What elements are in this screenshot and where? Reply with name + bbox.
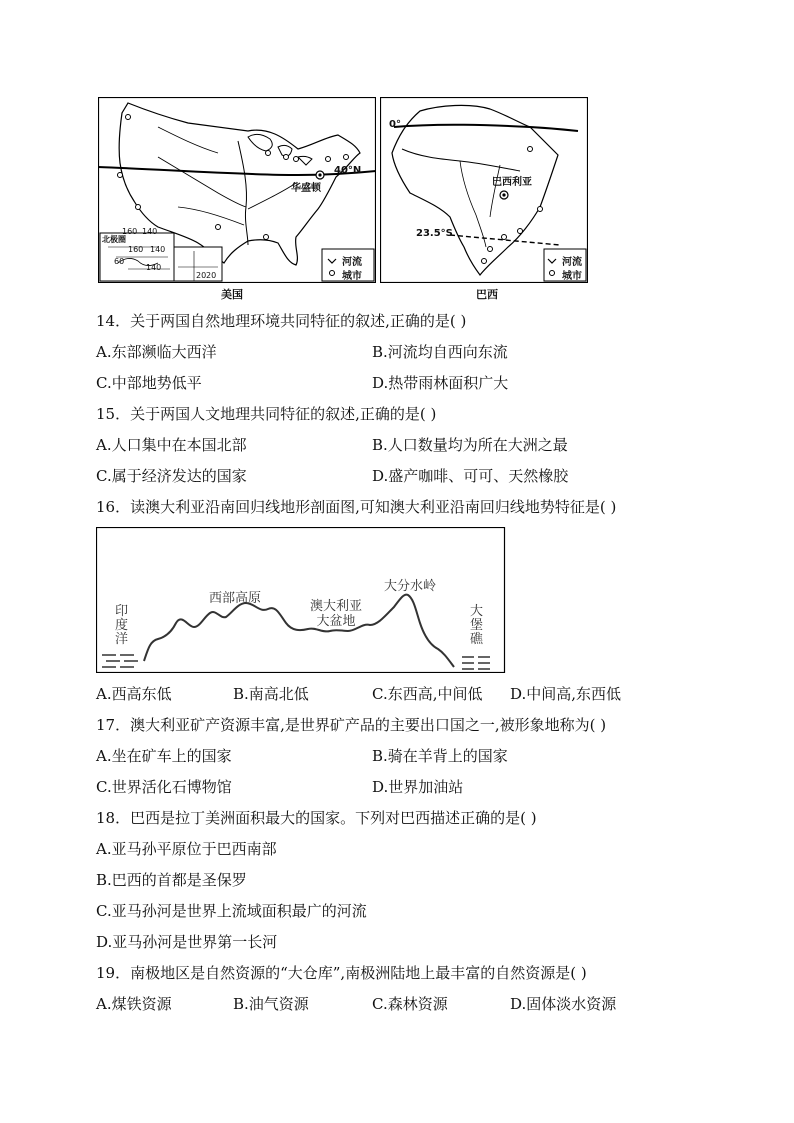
- q18-option-b: B.巴西的首都是圣保罗: [96, 871, 247, 889]
- q15-option-a: A.人口集中在本国北部: [96, 436, 247, 454]
- question-14-stem: 14．关于两国自然地理环境共同特征的叙述,正确的是( ): [96, 312, 467, 330]
- usa-inset-num: 140: [150, 245, 166, 254]
- q19-option-a: A.煤铁资源: [96, 995, 172, 1013]
- usa-inset-title: 北极圈: [102, 235, 126, 244]
- q17-option-b: B.骑在羊背上的国家: [372, 747, 508, 765]
- usa-inset-num: 140: [146, 263, 162, 272]
- great-dividing-range-label: 大分水岭: [384, 579, 437, 594]
- brazil-equator-label: 0°: [389, 119, 401, 130]
- brazil-capital-label: 巴西利亚: [492, 177, 532, 188]
- terrain-profile: [96, 527, 506, 673]
- usa-inset-num: 20: [196, 271, 207, 280]
- great-barrier-reef-label: 大堡礁: [470, 604, 484, 647]
- q18-option-a: A.亚马孙平原位于巴西南部: [96, 840, 277, 858]
- usa-legend-city-label: 城市: [342, 271, 362, 282]
- brazil-map-caption: 巴西: [476, 288, 498, 301]
- q14-option-b: B.河流均自西向东流: [372, 343, 508, 361]
- brazil-legend-river-label: 河流: [562, 257, 582, 268]
- usa-inset-num: 60: [114, 257, 125, 266]
- terrain-profile-drawing: [96, 527, 506, 673]
- q15-option-d: D.盛产咖啡、可可、天然橡胶: [372, 467, 569, 485]
- usa-map-drawing: [98, 97, 376, 283]
- q17-option-c: C.世界活化石博物馆: [96, 778, 232, 796]
- q15-option-c: C.属于经济发达的国家: [96, 467, 247, 485]
- question-15-stem: 15．关于两国人文地理共同特征的叙述,正确的是( ): [96, 405, 437, 423]
- q16-option-c: C.东西高,中间低: [372, 685, 483, 703]
- great-basin-label: 澳大利亚大盆地: [309, 599, 362, 629]
- usa-inset-num: 20: [206, 271, 217, 280]
- brazil-map-drawing: [380, 97, 588, 283]
- brazil-legend-city-label: 城市: [562, 271, 582, 282]
- q16-option-d: D.中间高,东西低: [510, 685, 622, 703]
- q18-option-c: C.亚马孙河是世界上流域面积最广的河流: [96, 902, 367, 920]
- q14-option-d: D.热带雨林面积广大: [372, 374, 509, 392]
- usa-map: [98, 97, 376, 283]
- question-18-stem: 18．巴西是拉丁美洲面积最大的国家。下列对巴西描述正确的是( ): [96, 809, 537, 827]
- city-legend-icon: [550, 271, 555, 276]
- western-plateau-label: 西部高原: [209, 591, 262, 606]
- usa-capital-label: 华盛顿: [291, 183, 321, 194]
- usa-inset-num: 140: [142, 227, 158, 236]
- q16-option-b: B.南高北低: [233, 685, 309, 703]
- usa-latitude-label: 40°N: [334, 165, 362, 176]
- q19-option-d: D.固体淡水资源: [510, 995, 617, 1013]
- brazil-tropic-label: 23.5°S: [416, 228, 453, 239]
- q14-option-c: C.中部地势低平: [96, 374, 202, 392]
- q14-option-a: A.东部濒临大西洋: [96, 343, 217, 361]
- q16-option-a: A.西高东低: [96, 685, 172, 703]
- usa-legend-river-label: 河流: [342, 257, 362, 268]
- question-17-stem: 17．澳大利亚矿产资源丰富,是世界矿产品的主要出口国之一,被形象地称为( ): [96, 716, 607, 734]
- city-legend-icon: [330, 271, 335, 276]
- q19-option-c: C.森林资源: [372, 995, 448, 1013]
- q18-option-d: D.亚马孙河是世界第一长河: [96, 933, 278, 951]
- usa-map-caption: 美国: [221, 288, 243, 301]
- usa-inset-num: 160: [128, 245, 144, 254]
- brazil-map: [380, 97, 588, 283]
- q15-option-b: B.人口数量均为所在大洲之最: [372, 436, 568, 454]
- indian-ocean-label: 印度洋: [115, 604, 129, 647]
- question-19-stem: 19．南极地区是自然资源的“大仓库”,南极洲陆地上最丰富的自然资源是( ): [96, 964, 587, 982]
- q19-option-b: B.油气资源: [233, 995, 309, 1013]
- q17-option-d: D.世界加油站: [372, 778, 464, 796]
- usa-inset-num: 160: [122, 227, 138, 236]
- q17-option-a: A.坐在矿车上的国家: [96, 747, 232, 765]
- question-16-stem: 16．读澳大利亚沿南回归线地形剖面图,可知澳大利亚沿南回归线地势特征是( ): [96, 498, 617, 516]
